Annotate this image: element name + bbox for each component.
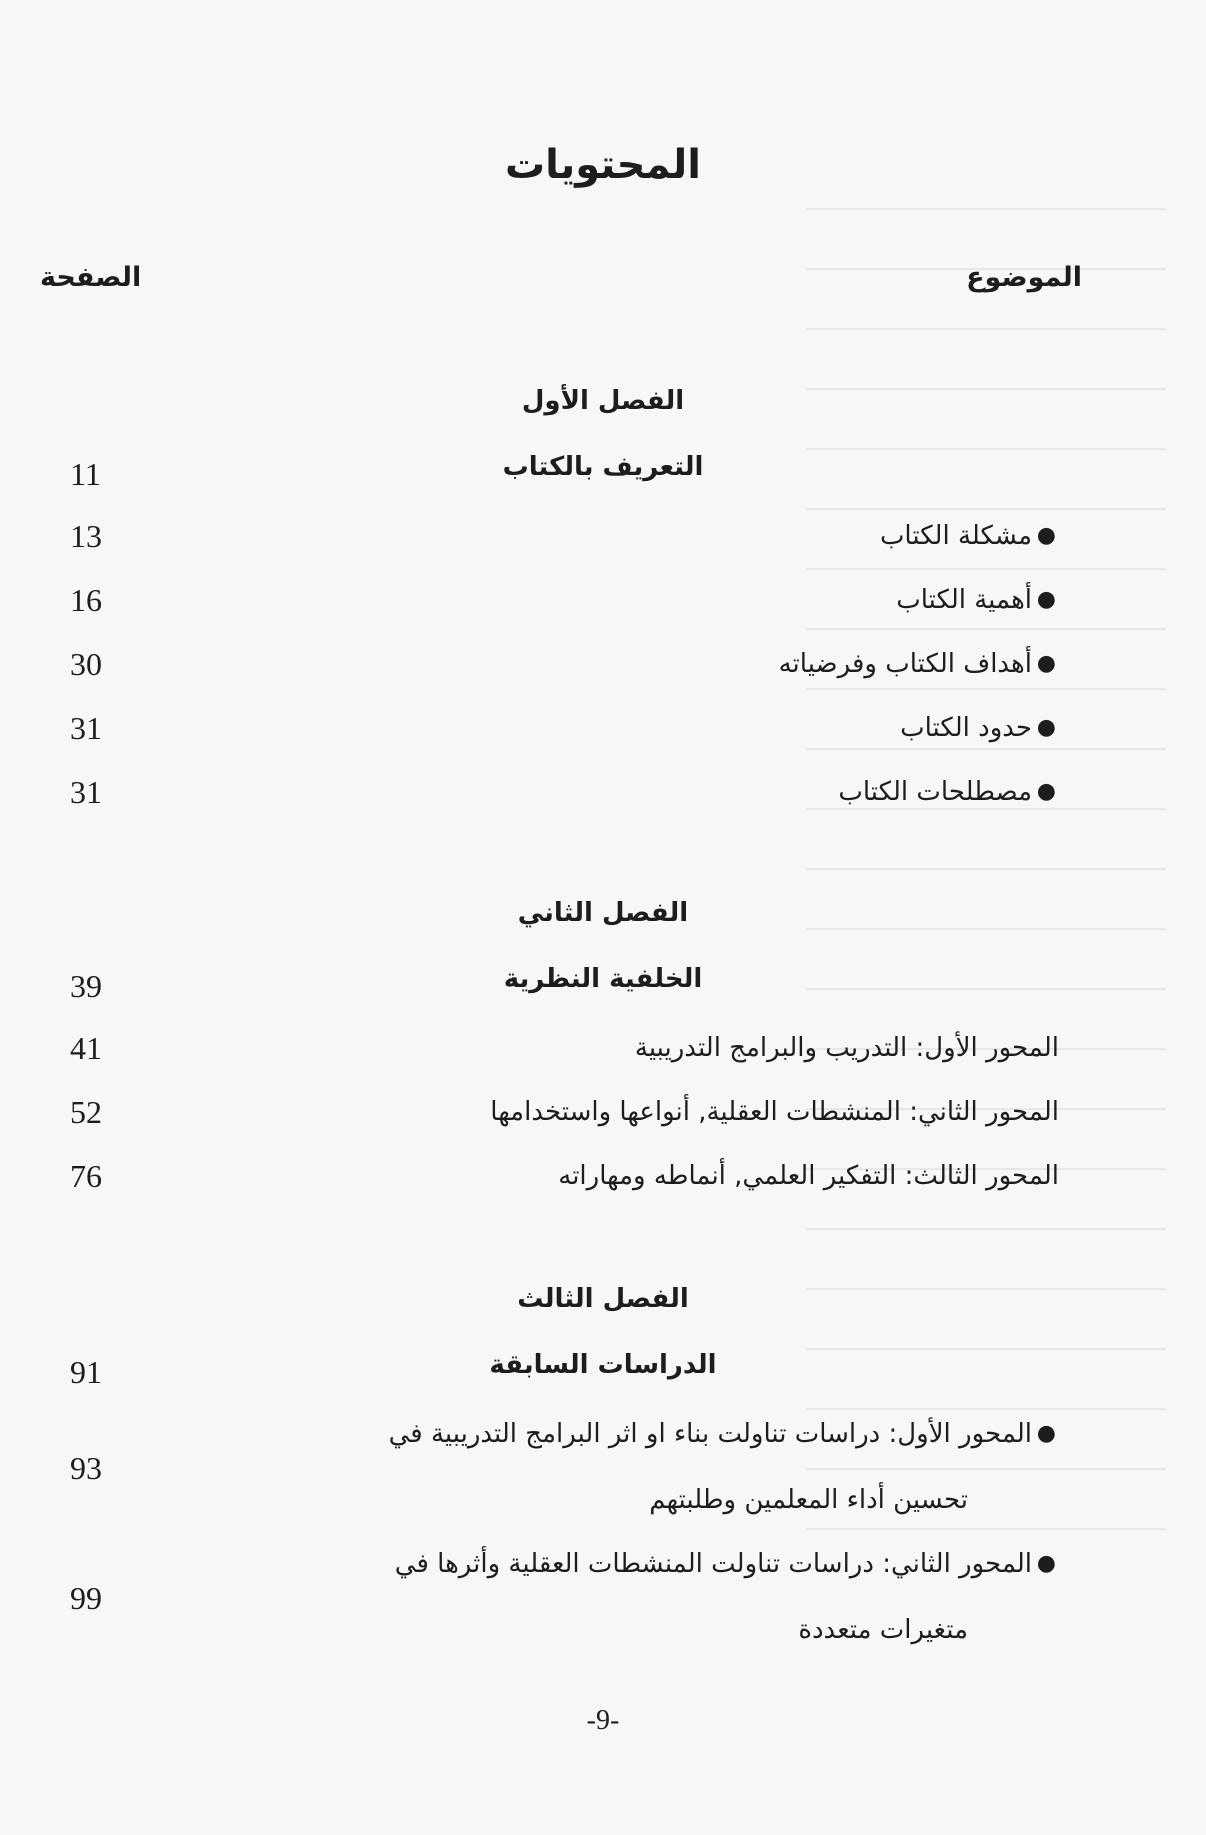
toc-entry-text: أهمية الكتاب <box>896 585 1032 615</box>
toc-row-chapter-1-title[interactable] <box>0 452 1206 512</box>
chapter-3-title: الدراسات السابقة <box>489 1350 717 1380</box>
page-number-cell: 76 <box>70 1158 102 1194</box>
toc-entry-text-line2: تحسين أداء المعلمين وطلبتهم <box>649 1485 968 1515</box>
bullet-icon: ● <box>1036 779 1056 804</box>
page-number-cell: 52 <box>70 1094 102 1130</box>
bullet-icon: ● <box>1036 523 1056 548</box>
show-through-shadow <box>806 150 1166 1550</box>
toc-row[interactable] <box>0 708 1206 768</box>
toc-entry-text-line2: متغيرات متعددة <box>798 1615 968 1645</box>
column-header-topic: الموضوع <box>966 262 1082 293</box>
chapter-1-label: الفصل الأول <box>521 386 685 416</box>
toc-entry-text: أهداف الكتاب وفرضياته <box>778 649 1032 679</box>
bullet-icon: ● <box>1036 587 1056 612</box>
page-number-cell: 99 <box>70 1580 102 1616</box>
page-number-cell: 31 <box>70 774 102 810</box>
page-title: المحتويات <box>504 142 701 188</box>
chapter-1-title: التعريف بالكتاب <box>502 452 704 482</box>
column-header-page: الصفحة <box>40 262 142 293</box>
toc-row-chapter-3-title[interactable] <box>0 1350 1206 1410</box>
toc-entry-text: المحور الثاني: المنشطات العقلية, أنواعها واستخدامها <box>490 1097 1059 1127</box>
toc-entry-text: مصطلحات الكتاب <box>838 777 1032 807</box>
chapter-3-label: الفصل الثالث <box>517 1284 689 1314</box>
toc-row[interactable] <box>0 644 1206 704</box>
toc-entry-text: مشكلة الكتاب <box>879 521 1032 551</box>
page-number-cell: 39 <box>70 968 102 1004</box>
toc-entry-text: المحور الأول: التدريب والبرامج التدريبية <box>634 1033 1059 1063</box>
toc-row[interactable] <box>0 1156 1206 1216</box>
toc-row[interactable] <box>0 516 1206 576</box>
bullet-icon: ● <box>1036 715 1056 740</box>
page-number-cell: 16 <box>70 582 102 618</box>
page-number-cell: 30 <box>70 646 102 682</box>
page-number-cell: 91 <box>70 1354 102 1390</box>
page-number-cell: 41 <box>70 1030 102 1066</box>
toc-row[interactable] <box>0 1092 1206 1152</box>
page-number-cell: 93 <box>70 1450 102 1486</box>
toc-row[interactable] <box>0 772 1206 832</box>
toc-row[interactable] <box>0 1544 1206 1674</box>
page-number-footer: -9- <box>586 1705 620 1736</box>
toc-row[interactable] <box>0 1414 1206 1544</box>
chapter-2-title: الخلفية النظرية <box>503 964 703 994</box>
toc-row-chapter-2-title[interactable] <box>0 964 1206 1024</box>
bullet-icon: ● <box>1036 651 1056 676</box>
page-number-cell: 31 <box>70 710 102 746</box>
toc-entry-text: حدود الكتاب <box>900 713 1032 743</box>
toc-entry-text: المحور الثالث: التفكير العلمي, أنماطه ومهاراته <box>558 1161 1059 1191</box>
chapter-2-label: الفصل الثاني <box>517 898 689 928</box>
bullet-icon: ● <box>1036 1551 1056 1576</box>
page-number-cell: 11 <box>70 456 101 492</box>
bullet-icon: ● <box>1036 1421 1056 1446</box>
toc-row[interactable] <box>0 580 1206 640</box>
toc-row[interactable] <box>0 1028 1206 1088</box>
page-number-cell: 13 <box>70 518 102 554</box>
toc-entry-text-line1: المحور الثاني: دراسات تناولت المنشطات العقلية وأثرها في <box>394 1549 1032 1579</box>
toc-entry-text-line1: المحور الأول: دراسات تناولت بناء او اثر البرامج التدريبية في <box>388 1419 1032 1449</box>
